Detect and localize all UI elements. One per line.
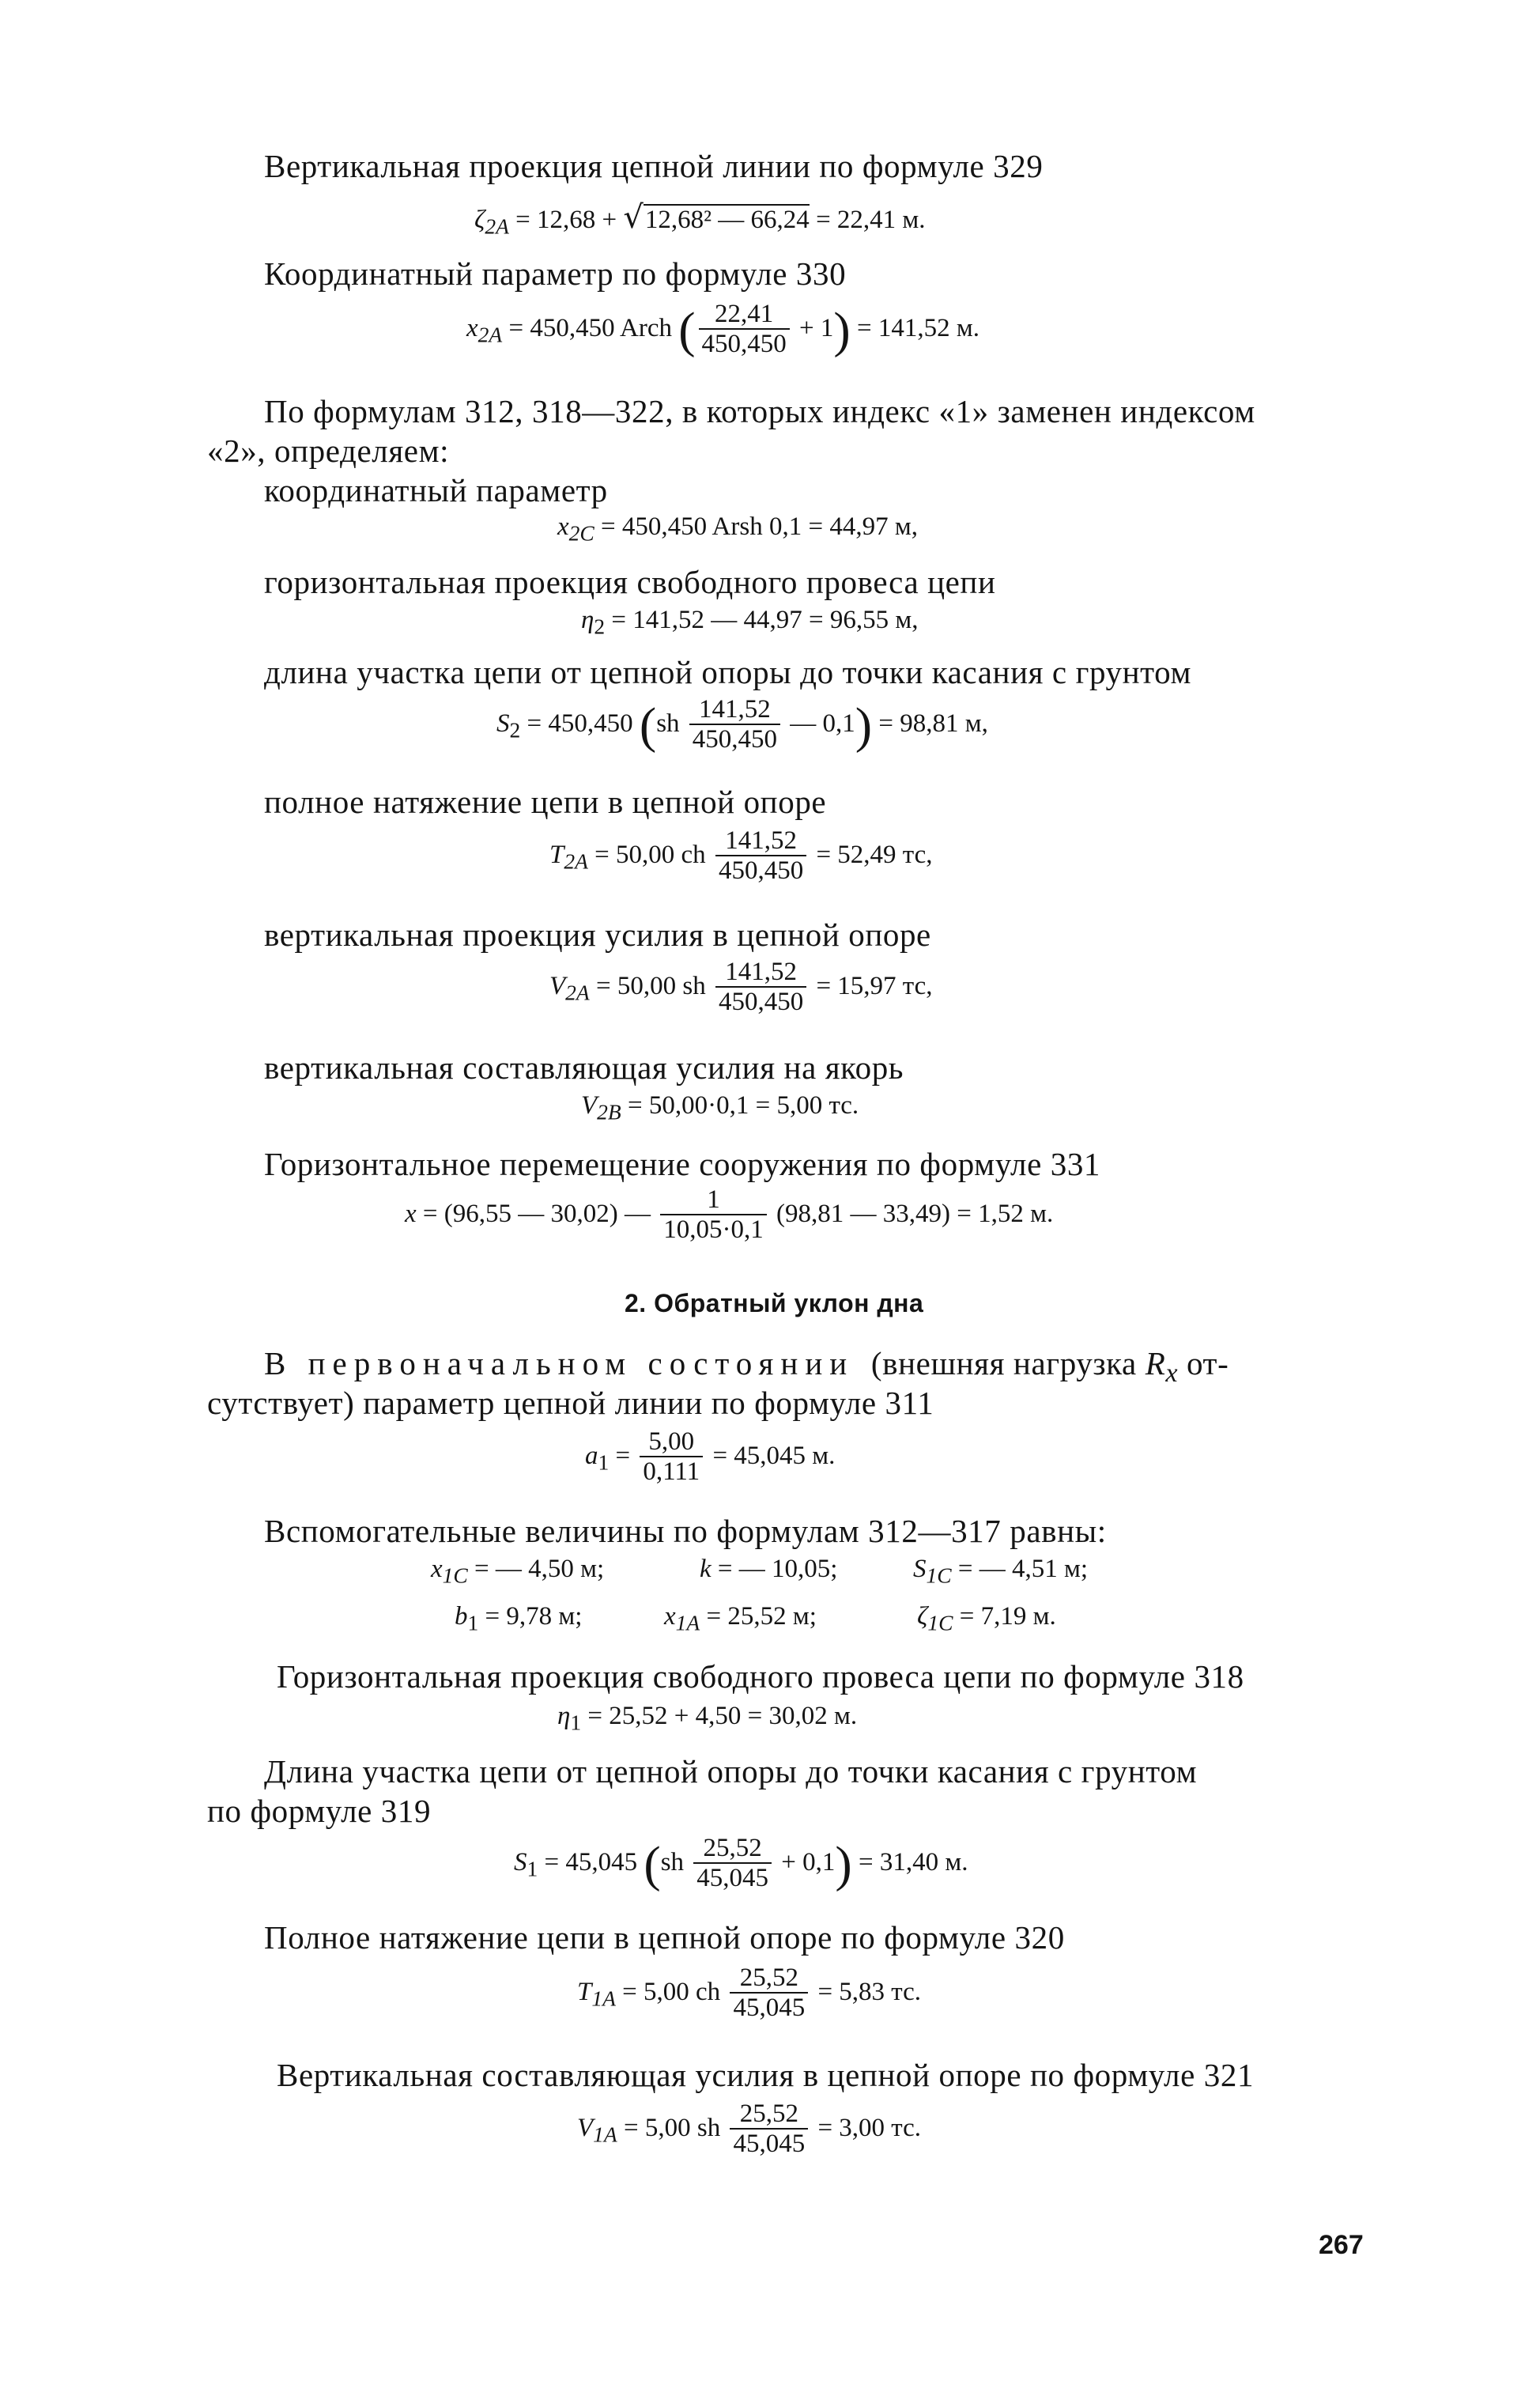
formula-x-2c: $x_{2C} = 450,450$ Arsh 0,1 = 44,97 м, (557, 512, 918, 546)
text-line: Полное натяжение цепи в цепной опоре по формуле 320 (264, 1919, 1065, 1956)
book-page: Вертикальная проекция цепной линии по формуле 329 $\zeta_{2A} = 12,68 + √12,68^2$ — 66,24 = 22,41 м. Координатный параметр по формуле 330 $x_{2A} = 450,450$ Arch ( $\frac{22,41}{450,450}$ + 1) = 141,52 м. По формулам 312, 318—322, в которых индекс «1» заменен индексом «2», определяем: координатный параметр $x_{2C} = 450,450$ Arsh 0,1 = 44,97 м, горизонтальная проекция свободного провеса цепи $\eta_2 = 141,52$ — 44,97 = 96,55 м, длина участка цепи от цепной опоры до точки касания с грунтом $S_2 = 450,450$ (sh $\frac{141,52}{450,450}$ — 0,1) = 98,81 м, полное натяжение цепи в цепной опоре $T_{2A} = 50,00$ ch $\frac{141,52}{450,450}$ = 52,49 тс, вертикальная проекция усилия в цепной опоре $V_{2A} = 50,00$ sh $\frac{141,52}{450,450}$ = 15,97 тс, вертикальная составляющая усилия на якорь $V_{2B} = 50,00\cdot 0,1 = 5,00$ тс. Горизонтальное перемещение сооружения по формуле 331 x = (96,55 — 30,02) — $\frac{1}{10,05\cdot 0,1}$ (98,81 — 33,49) = 1,52 м. 2. Обратный уклон дна В первоначальном состоянии (внешняя нагрузка $R_x$ от- сутствует) параметр цепной линии по формуле 311 $a_1$ = $\frac{5,00}{0,111}$ = 45,045 м. Вспомогательные величины по формулам 312—317 равны: $x_{1C}$ = — 4,50 м; k = — 10,05; $S_{1C}$ = — 4,51 м; $b_1 = 9,78$ м; $x_{1A} = 25,52$ м; $\zeta_{1C} = 7,19$ м. Горизонтальная проекция свободного провеса цепи по формуле 318 $\eta_1 = 25,52 + 4,50 = 30,02$ м. Длина участка цепи от цепной опоры до точки касания с грунтом по формуле 319 $S_1 = 45,045$ (sh $\frac{25,52}{45,045}$ + 0,1) = 31,40 м. Полное натяжение цепи в цепной опоре по формуле 320 $T_{1A} = 5,00$ ch $\frac{25,52}{45,045}$ = 5,83 тс. Вертикальная составляющая усилия в цепной опоре по формуле 321 $V_{1A} = 5,00$ sh $\frac{25,52}{45,045}$ = 3,00 тс. 267 (207, 148, 1364, 2260)
text-line: Горизонтальная проекция свободного провеса цепи по формуле 318 (277, 1658, 1244, 1695)
formula-a-1: $a_1$ = $\frac{5,00}{0,111}$ = 45,045 м. (585, 1427, 836, 1486)
formula-s-2: $S_2 = 450,450$ (sh $\frac{141,52}{450,450}$ — 0,1) = 98,81 м, (496, 695, 988, 754)
formula-t-2a: $T_{2A} = 50,00$ ch $\frac{141,52}{450,450}$ = 52,49 тс, (549, 826, 933, 885)
text-line: Длина участка цепи от цепной опоры до точки касания с грунтом (264, 1753, 1198, 1790)
formula-t-1a: $T_{1A} = 5,00$ ch $\frac{25,52}{45,045}$ = 5,83 тс. (577, 1963, 922, 2022)
text-line: длина участка цепи от цепной опоры до точки касания с грунтом (264, 654, 1192, 690)
text-line: полное натяжение цепи в цепной опоре (264, 784, 827, 820)
text-line: горизонтальная проекция свободного провеса цепи (264, 564, 996, 600)
text-line: координатный параметр (264, 472, 608, 508)
text-line: По формулам 312, 318—322, в которых индекс «1» заменен индексом (264, 393, 1255, 429)
formula-v-1a: $V_{1A} = 5,00$ sh $\frac{25,52}{45,045}$ = 3,00 тс. (577, 2099, 922, 2158)
text-line: Вспомогательные величины по формулам 312—317 равны: (264, 1513, 1107, 1549)
text-line: Вертикальная составляющая усилия в цепной опоре по формуле 321 (277, 2057, 1255, 2093)
text-line: Вертикальная проекция цепной линии по формуле 329 (264, 148, 1044, 184)
formula-eta-2: $\eta_2 = 141,52$ — 44,97 = 96,55 м, (581, 606, 919, 639)
text-line: Горизонтальное перемещение сооружения по формуле 331 (264, 1146, 1101, 1182)
section-heading: 2. Обратный уклон дна (625, 1289, 924, 1317)
formula-v-2a: $V_{2A} = 50,00$ sh $\frac{141,52}{450,450}$ = 15,97 тс, (549, 958, 933, 1016)
text-line: по формуле 319 (207, 1793, 432, 1829)
formula-eta-1: $\eta_1 = 25,52 + 4,50 = 30,02$ м. (557, 1702, 858, 1735)
text-line: Координатный параметр по формуле 330 (264, 255, 847, 292)
formula-v-2b: $V_{2B} = 50,00\cdot 0,1 = 5,00$ тс. (581, 1091, 859, 1124)
formula-x-displacement: x = (96,55 — 30,02) — $\frac{1}{10,05\cdot 0,1}$ (98,81 — 33,49) = 1,52 м. (405, 1185, 1054, 1244)
text-line: В первоначальном состоянии (внешняя нагрузка $R_x$ от- (264, 1345, 1229, 1389)
text-line: сутствует) параметр цепной линии по формуле 311 (207, 1385, 934, 1421)
formula-zeta-2a: $\zeta_{2A} = 12,68 + √12,68^2$ — 66,24 = 22,41 м. (474, 199, 926, 239)
text-line: вертикальная составляющая усилия на якорь (264, 1049, 904, 1086)
formula-s-1: $S_1 = 45,045$ (sh $\frac{25,52}{45,045}$ + 0,1) = 31,40 м. (514, 1834, 968, 1892)
text-line: вертикальная проекция усилия в цепной опоре (264, 916, 931, 953)
formula-x-2a: $x_{2A} = 450,450$ Arch ( $\frac{22,41}{450,450}$ + 1) = 141,52 м. (466, 300, 979, 358)
text-line: «2», определяем: (207, 433, 450, 469)
page-number: 267 (1319, 2230, 1364, 2260)
